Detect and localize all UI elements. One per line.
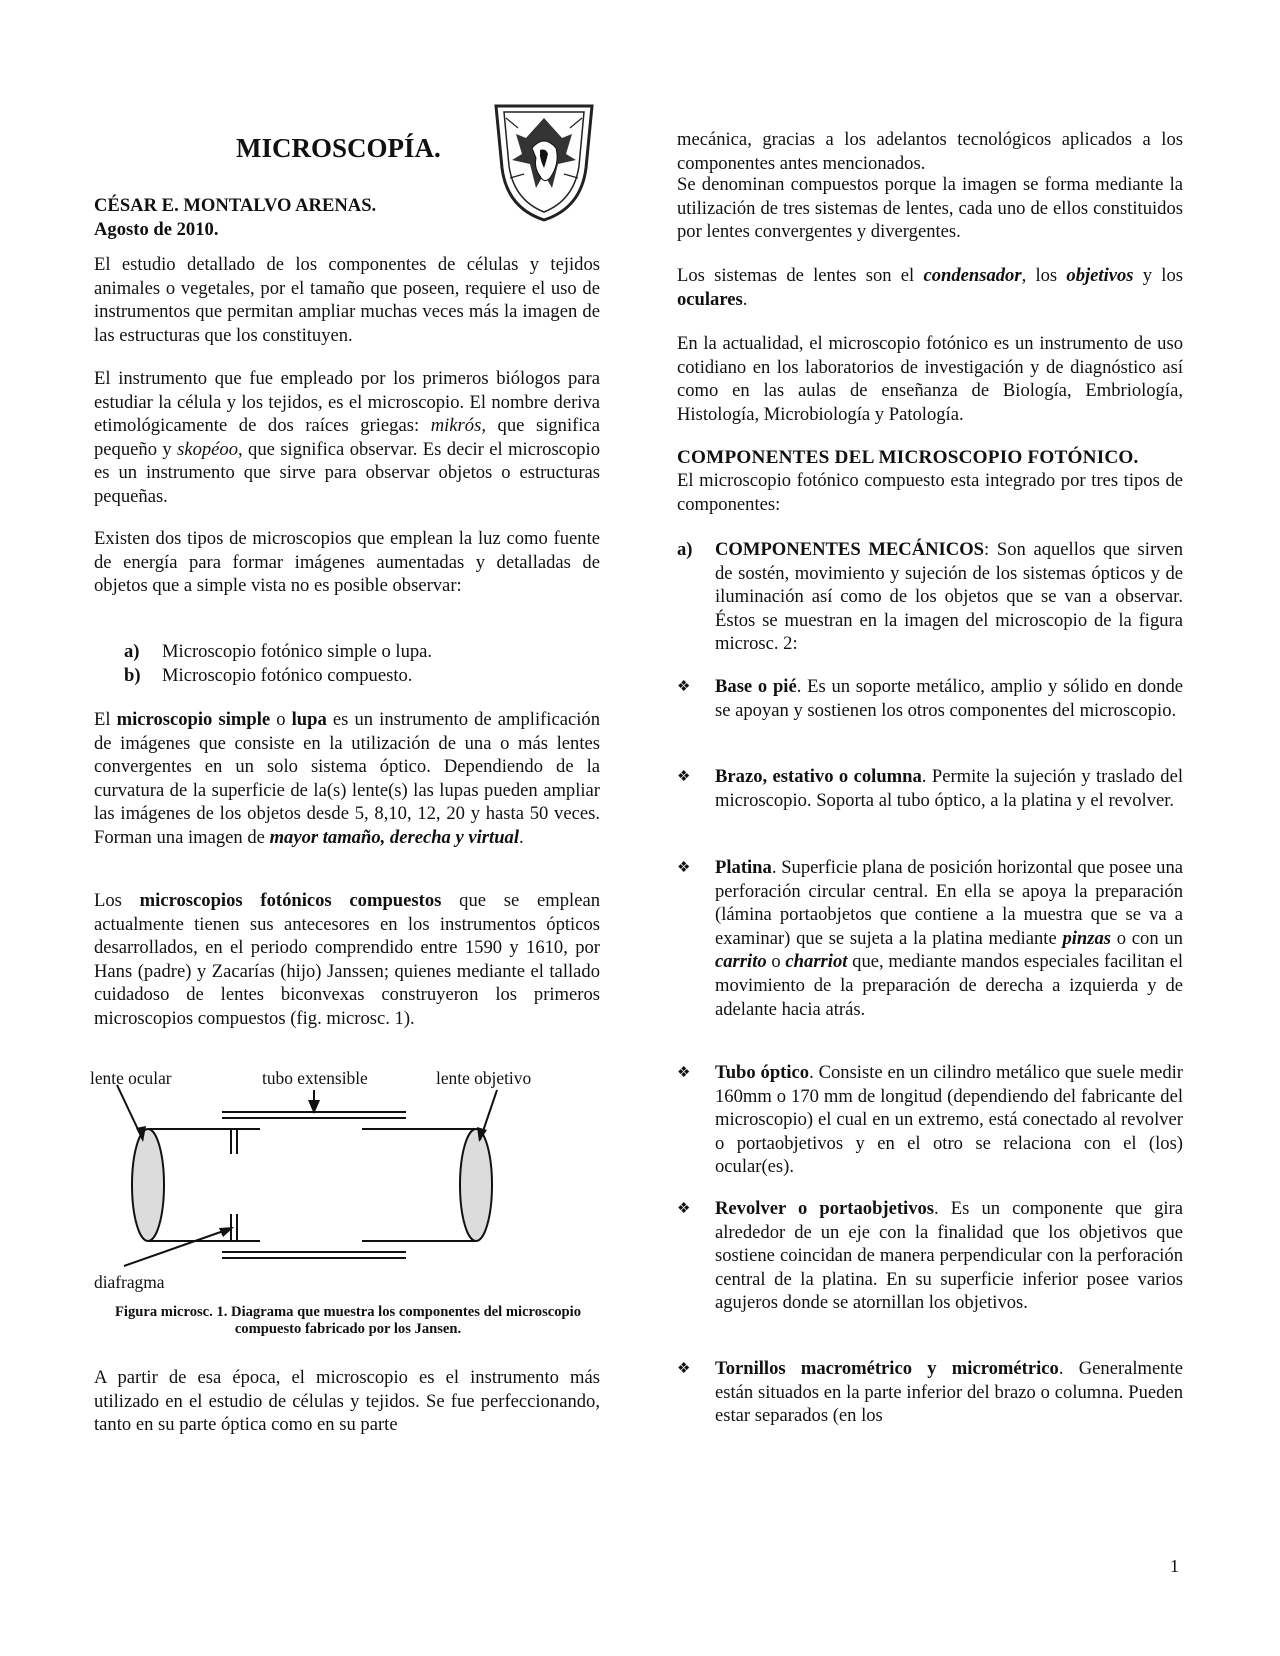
author-name: CÉSAR E. MONTALVO ARENAS. [94,195,377,216]
list-item: b) Microscopio fotónico compuesto. [124,664,413,686]
bullet-brazo: ❖ Brazo, estativo o columna. Permite la sujeción y traslado del microscopio. Soporta al tubo óptico, a la platina y el revolver. [677,766,1183,811]
paragraph-continuation: mecánica, gracias a los adelantos tecnológicos aplicados a los componentes antes mencionados. [677,129,1183,174]
diamond-bullet-icon: ❖ [677,860,691,876]
paragraph-current-use: En la actualidad, el microscopio fotónico es un instrumento de uso cotidiano en los laboratorios de investigación y de diagnóstico así como en las aulas de enseñanza de Biología, Embriología, Histología, Microbiología y Patología. [677,333,1183,425]
list-item: a) Microscopio fotónico simple o lupa. [124,641,433,662]
diamond-bullet-icon: ❖ [677,769,691,785]
bullet-tornillos: ❖ Tornillos macrométrico y micrométrico. Generalmente están situados en la parte inferior del brazo o columna. Pueden estar separados (en los [677,1358,1183,1427]
term-skopeo: skopéoo, [177,438,243,460]
label-diafragma: diafragma [94,1272,165,1292]
paragraph-microscope-origin: El instrumento que fue empleado por los primeros biólogos para estudiar la célula y los tejidos, es el microscopio. El nombre deriva etimológicamente de dos raíces griegas: mikrós, que significa pequeño y skopéoo, que significa observar. Es decir el microscopio es un instrumento que sirve para observar objetos o estructuras pequeñas. [94,368,600,507]
paragraph-lens-systems: Los sistemas de lentes son el condensador, los objetivos y los oculares. [677,265,1183,310]
paragraph-compound-definition: Se denominan compuestos porque la imagen se forma mediante la utilización de tres sistemas de lentes, cada uno de ellos constituidos por lentes convergentes y divergentes. [677,174,1183,243]
paragraph-types: Existen dos tipos de microscopios que emplean la luz como fuente de energía para formar imágenes aumentadas y detalladas de objetos que a simple vista no es posible observar: [94,528,600,597]
diamond-bullet-icon: ❖ [677,679,691,695]
label-lente-ocular: lente ocular [90,1068,172,1088]
lens-ocular [132,1129,164,1241]
label-lente-objetivo: lente objetivo [436,1068,532,1088]
paragraph-evolution: A partir de esa época, el microscopio es el instrumento más utilizado en el estudio de células y tejidos. Se fue perfeccionando, tanto en su parte óptica como en su parte [94,1367,600,1436]
paragraph-components-intro: El microscopio fotónico compuesto esta integrado por tres tipos de componentes: [677,470,1183,515]
figure-caption: Figura microsc. 1. Diagrama que muestra los componentes del microscopio compuesto fabricado por los Jansen. [114,1304,581,1337]
bullet-revolver: ❖ Revolver o portaobjetivos. Es un componente que gira alrededor de un eje con la finalidad que los objetivos que sostiene coincidan de manera perpendicular con la perforación central de la platina. En su superficie inferior posee varios agujeros donde se atornillan los objetivos. [677,1198,1183,1314]
section-heading: COMPONENTES DEL MICROSCOPIO FOTÓNICO. [677,447,1139,468]
label-tubo-extensible: tubo extensible [262,1068,368,1088]
page-number: 1 [1170,1556,1179,1576]
bullet-tubo-optico: ❖ Tubo óptico. Consiste en un cilindro metálico que suele medir 160mm o 170 mm de longitud (dependiendo del fabricante del microscopio) el cual en un extremo, está conectado al revolver o portaobjetivos y en el otro se relaciona con el (los) ocular(es). [677,1062,1183,1178]
bullet-base: ❖ Base o pié. Es un soporte metálico, amplio y sólido en donde se apoyan y sostienen los otros componentes del microscopio. [677,676,1183,721]
diamond-bullet-icon: ❖ [677,1065,691,1081]
emphasis-image-type: mayor tamaño, derecha y virtual [269,826,520,848]
paragraph-intro: El estudio detallado de los componentes de células y tejidos animales o vegetales, por el tamaño que poseen, requiere el uso de instrumentos que permitan ampliar muchas veces más la imagen de las estructuras que los constituyen. [94,254,600,346]
diamond-bullet-icon: ❖ [677,1361,691,1377]
paragraph-compound-history: Los microscopios fotónicos compuestos que se emplean actualmente tienen sus antecesores en los instrumentos ópticos desarrollados, en el periodo comprendido entre 1590 y 1610, por Hans (padre) y Zacarías (hijo) Janssen; quienes mediante el tallado cuidadoso de lentes biconvexas construyeron los primeros microscopios compuestos (fig. microsc. 1). [94,890,601,1029]
mechanical-components-item: a) COMPONENTES MECÁNICOS: Son aquellos que sirven de sostén, movimiento y sujeción de los sistemas ópticos y de iluminación así como de los objetos que se van a observar. Éstos se muestran en la imagen del microscopio de la figura microsc. 2: [677,539,1184,655]
diamond-bullet-icon: ❖ [677,1201,691,1217]
document-date: Agosto de 2010. [94,219,219,240]
lens-objective [460,1129,492,1241]
page-title: MICROSCOPÍA. [236,133,441,163]
bullet-platina: ❖ Platina. Superficie plana de posición horizontal que posee una perforación circular central. En ella se apoya la preparación (lámina portaobjetos que contiene a la muestra que se va a examinar) que se sujeta a la platina mediante pinzas o con un carrito o charriot que, mediante mandos especiales facilitan el movimiento de la preparación de derecha a izquierda y de adelante hacia atrás. [677,857,1183,1020]
term-mikros: mikrós, [430,415,486,437]
paragraph-simple-microscope: El microscopio simple o lupa es un instrumento de amplificación de imágenes que consiste en la utilización de una o más lentes convergentes en un solo sistema óptico. Dependiendo de la curvatura de la superficie de la(s) lente(s) las lupas pueden ampliar las imágenes de los objetos desde 5, 8,10, 12, 20 y hasta 50 veces. Forman una imagen de mayor tamaño, derecha y virtual. [94,709,600,848]
